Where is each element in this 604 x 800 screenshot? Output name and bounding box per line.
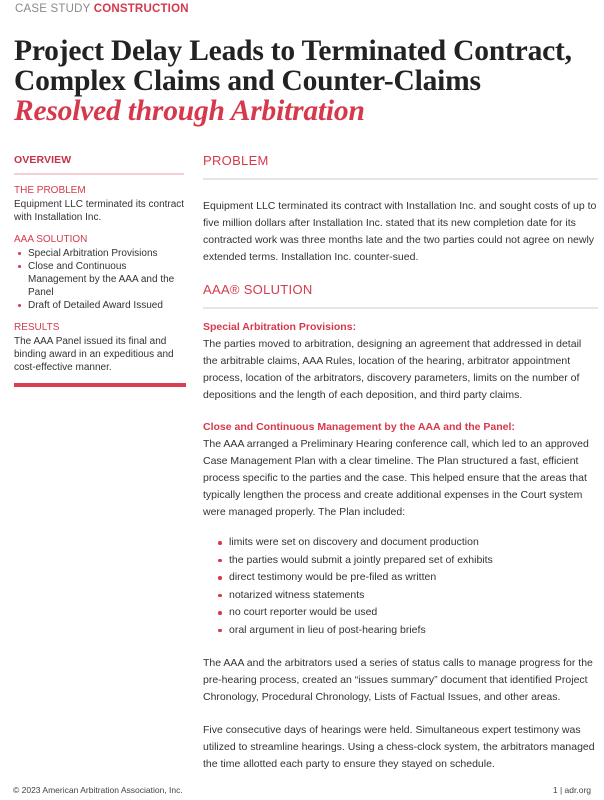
- list-item: Draft of Detailed Award Issued: [14, 299, 186, 312]
- overview-divider: [14, 173, 184, 175]
- problem-label: THE PROBLEM: [14, 185, 86, 196]
- bullet-icon: [218, 629, 222, 633]
- list-item: Close and Continuous Management by the AAA and the Panel: [14, 260, 186, 299]
- overview-sidebar: [14, 154, 186, 387]
- bullet-icon: [18, 304, 21, 307]
- title-line-1: Project Delay Leads to Terminated Contract,: [14, 35, 572, 67]
- list-item: the parties would submit a jointly prepared set of exhibits: [215, 552, 598, 570]
- management-heading: Close and Continuous Management by the AAA and the Panel:: [203, 421, 515, 433]
- page-title: [14, 36, 604, 126]
- bullet-icon: [218, 541, 222, 545]
- provisions-paragraph: The parties moved to arbitration, designing an agreement that addressed in detail the arbitrable claims, AAA Rules, location of the hearing, arbitrator appointment process, location of the arbitrators, discovery parameters, limits on the number of depositions and the length of each deposition, and third party claims.: [203, 338, 582, 401]
- list-item: oral argument in lieu of post-hearing briefs: [215, 622, 598, 640]
- bullet-icon: [218, 559, 222, 563]
- main-content: [203, 153, 598, 773]
- case-study-label: [15, 2, 189, 16]
- title-line-3: Resolved through Arbitration: [14, 95, 365, 127]
- title-line-2: Complex Claims and Counter-Claims: [14, 65, 481, 97]
- sidebar-bottom-bar: [14, 383, 186, 387]
- solution-divider: [203, 307, 598, 309]
- page-number: 1 | adr.org: [552, 785, 591, 795]
- list-item: no court reporter would be used: [215, 604, 598, 622]
- problem-heading: PROBLEM: [203, 153, 269, 168]
- problem-paragraph: Equipment LLC terminated its contract with Installation Inc. and sought costs of up to five million dollars after Installation Inc. stated that its new completion date for its contracted work was three months late and the two parties could not agree on newly extended terms. Installation Inc. counter-sued.: [203, 200, 597, 263]
- solution-list: [14, 247, 186, 312]
- list-item: limits were set on discovery and document production: [215, 534, 598, 552]
- bullet-icon: [218, 611, 222, 615]
- management-paragraph: The AAA arranged a Preliminary Hearing conference call, which led to an approved Case Management Plan with a clear timeline. The Plan structured a fast, efficient process specific to the parties and the case. This helped ensure that the areas that typically lengthen the process and create additional expenses in the Court system were managed properly. The Plan included:: [203, 438, 589, 518]
- overview-heading: OVERVIEW: [14, 154, 72, 166]
- list-item: notarized witness statements: [215, 587, 598, 605]
- results-label: RESULTS: [14, 322, 60, 333]
- problem-divider: [203, 178, 598, 180]
- bullet-icon: [18, 265, 21, 268]
- list-item: direct testimony would be pre-filed as written: [215, 569, 598, 587]
- category-text: CONSTRUCTION: [93, 3, 189, 15]
- problem-summary: Equipment LLC terminated its contract with Installation Inc.: [14, 199, 185, 223]
- bullet-icon: [218, 576, 222, 580]
- plan-list: [215, 534, 598, 639]
- status-paragraph: The AAA and the arbitrators used a series of status calls to manage progress for the pre-hearing process, created an “issues summary” document that identified Project Chronology, Procedural Chronology, Lists of Factual Issues, and other areas.: [203, 657, 593, 703]
- bullet-icon: [218, 594, 222, 598]
- bullet-icon: [18, 252, 21, 255]
- solution-label: AAA SOLUTION: [14, 234, 88, 245]
- case-study-text: CASE STUDY: [15, 3, 91, 15]
- hearings-paragraph: Five consecutive days of hearings were held. Simultaneous expert testimony was utilized to streamline hearings. Using a chess-clock system, the arbitrators managed the time allotted each party to ensure they stayed on schedule.: [203, 724, 595, 770]
- solution-heading: AAA® SOLUTION: [203, 282, 313, 297]
- provisions-heading: Special Arbitration Provisions:: [203, 321, 357, 333]
- copyright-text: © 2023 American Arbitration Association, Inc.: [13, 785, 183, 795]
- list-item: Special Arbitration Provisions: [14, 247, 186, 260]
- results-summary: The AAA Panel issued its final and binding award in an expeditious and cost-effective manner.: [14, 336, 174, 373]
